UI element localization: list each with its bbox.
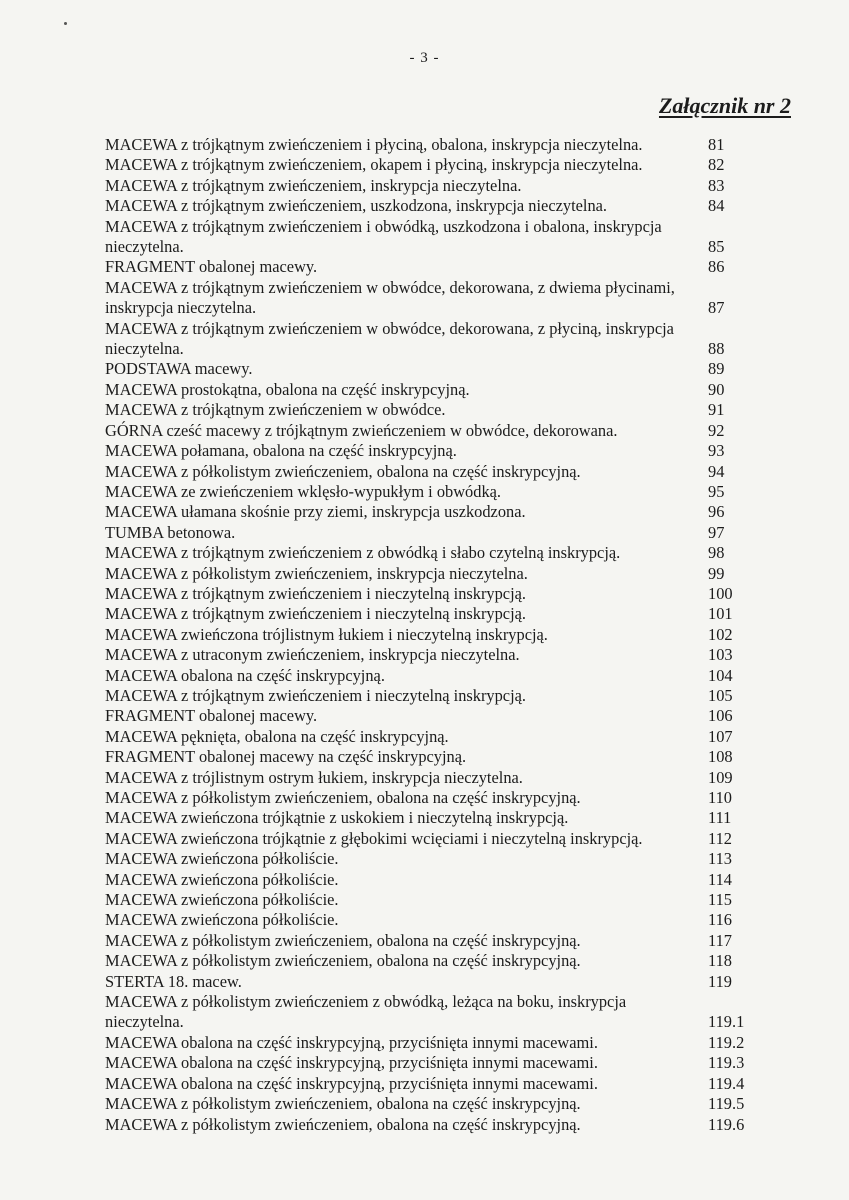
- entry-description: MACEWA z utraconym zwieńczeniem, inskrypcja nieczytelna.: [105, 645, 520, 665]
- inventory-entry: [105, 584, 755, 604]
- inventory-entry: [105, 829, 755, 849]
- inventory-entry: [105, 625, 755, 645]
- inventory-entry: [105, 645, 755, 665]
- entry-number: 106: [708, 706, 733, 726]
- inventory-entry: [105, 870, 755, 890]
- inventory-entry: [105, 666, 755, 686]
- inventory-entry: [105, 788, 755, 808]
- entry-number: 99: [708, 563, 725, 583]
- inventory-entry: [105, 564, 755, 584]
- entry-number: 81: [708, 135, 725, 154]
- entry-description: MACEWA z półkolistym zwieńczeniem, obalona na część inskrypcyjną.: [105, 461, 581, 481]
- entry-description: MACEWA ze zwieńczeniem wklęsło-wypukłym i obwódką.: [105, 481, 502, 501]
- inventory-entry: [105, 462, 755, 482]
- entry-description: PODSTAWA macewy.: [105, 359, 253, 379]
- entry-description: MACEWA z półkolistym zwieńczeniem, obalona na część inskrypcyjną.: [105, 1114, 581, 1134]
- entry-number: 119.1: [708, 1012, 745, 1032]
- inventory-entry: [105, 849, 755, 869]
- entry-description: FRAGMENT obalonej macewy na część inskrypcyjną.: [105, 747, 467, 767]
- inventory-entry: [105, 808, 755, 828]
- entry-number: 119.5: [708, 1094, 745, 1114]
- inventory-entry: [105, 359, 755, 379]
- inventory-entry: [105, 992, 755, 1033]
- entry-description: MACEWA z trójkątnym zwieńczeniem i płyciną, obalona, inskrypcja nieczytelna.: [105, 135, 643, 154]
- entry-description: MACEWA zwieńczona półkoliście.: [105, 910, 339, 930]
- inventory-entry: [105, 1074, 755, 1094]
- entry-description: MACEWA z trójkątnym zwieńczeniem w obwódce.: [105, 400, 446, 420]
- inventory-entry: [105, 196, 755, 216]
- inventory-entry: [105, 972, 755, 992]
- inventory-entry: [105, 890, 755, 910]
- inventory-entry: [105, 1053, 755, 1073]
- entry-description: MACEWA obalona na część inskrypcyjną, przyciśnięta innymi macewami.: [105, 1073, 598, 1093]
- entry-description: MACEWA z półkolistym zwieńczeniem z obwódką, leżąca na boku, inskrypcja nieczytelna.: [105, 992, 627, 1032]
- entry-number: 93: [708, 441, 725, 461]
- entry-description: MACEWA zwieńczona trójkątnie z głębokimi wcięciami i nieczytelną inskrypcją.: [105, 828, 643, 848]
- inventory-entry: [105, 380, 755, 400]
- entry-description: MACEWA z półkolistym zwieńczeniem, obalona na część inskrypcyjną.: [105, 951, 581, 971]
- inventory-entry: [105, 910, 755, 930]
- entry-description: FRAGMENT obalonej macewy.: [105, 706, 318, 726]
- inventory-entry: [105, 176, 755, 196]
- entry-number: 119.2: [708, 1032, 745, 1052]
- scan-speck: [64, 22, 67, 25]
- annex-title: Załącznik nr 2: [658, 93, 791, 118]
- entry-description: MACEWA z trójkątnym zwieńczeniem, okapem i płyciną, inskrypcja nieczytelna.: [105, 155, 643, 175]
- entry-number: 96: [708, 502, 725, 522]
- entry-number: 85: [708, 237, 725, 257]
- monument-inventory-list: [105, 135, 755, 1135]
- entry-number: 119.4: [708, 1073, 745, 1093]
- inventory-entry: [105, 604, 755, 624]
- entry-description: MACEWA zwieńczona półkoliście.: [105, 869, 339, 889]
- inventory-entry: [105, 155, 755, 175]
- entry-description: MACEWA z trójkątnym zwieńczeniem w obwódce, dekorowana, z dwiema płycinami, inskrypcja nieczytelna.: [105, 277, 675, 318]
- entry-description: MACEWA obalona na część inskrypcyjną.: [105, 665, 385, 685]
- inventory-entry: [105, 441, 755, 461]
- inventory-entry: [105, 400, 755, 420]
- entry-number: 116: [708, 910, 732, 930]
- entry-description: MACEWA połamana, obalona na część inskrypcyjną.: [105, 441, 457, 461]
- inventory-entry: [105, 951, 755, 971]
- inventory-entry: [105, 421, 755, 441]
- entry-description: MACEWA z trójkątnym zwieńczeniem, uszkodzona, inskrypcja nieczytelna.: [105, 196, 608, 216]
- inventory-entry: [105, 931, 755, 951]
- entry-description: MACEWA z trójkątnym zwieńczeniem, inskrypcja nieczytelna.: [105, 175, 522, 195]
- entry-description: MACEWA z półkolistym zwieńczeniem, obalona na część inskrypcyjną.: [105, 788, 581, 807]
- entry-number: 118: [708, 951, 732, 971]
- inventory-entry: [105, 135, 755, 155]
- entry-number: 84: [708, 196, 725, 216]
- entry-number: 104: [708, 665, 733, 685]
- entry-number: 108: [708, 747, 733, 767]
- entry-description: MACEWA z trójkątnym zwieńczeniem i nieczytelną inskrypcją.: [105, 604, 527, 624]
- entry-number: 97: [708, 522, 725, 542]
- inventory-entry: [105, 217, 755, 258]
- entry-description: MACEWA z półkolistym zwieńczeniem, obalona na część inskrypcyjną.: [105, 1094, 581, 1114]
- entry-description: MACEWA z trójkątnym zwieńczeniem z obwódką i słabo czytelną inskrypcją.: [105, 543, 621, 563]
- entry-number: 86: [708, 257, 725, 277]
- entry-number: 111: [708, 808, 732, 828]
- inventory-entry: [105, 747, 755, 767]
- inventory-entry: [105, 727, 755, 747]
- entry-number: 90: [708, 379, 725, 399]
- entry-description: MACEWA zwieńczona trójlistnym łukiem i nieczytelną inskrypcją.: [105, 624, 548, 644]
- entry-number: 92: [708, 420, 725, 440]
- entry-description: MACEWA ułamana skośnie przy ziemi, inskrypcja uszkodzona.: [105, 502, 526, 522]
- entry-description: MACEWA z trójkątnym zwieńczeniem i nieczytelną inskrypcją.: [105, 685, 527, 705]
- entry-description: MACEWA z trójlistnym ostrym łukiem, inskrypcja nieczytelna.: [105, 767, 523, 787]
- entry-description: STERTA 18. macew.: [105, 971, 242, 991]
- inventory-entry: [105, 1094, 755, 1114]
- entry-description: MACEWA prostokątna, obalona na część inskrypcyjną.: [105, 379, 470, 399]
- inventory-entry: [105, 543, 755, 563]
- entry-description: MACEWA obalona na część inskrypcyjną, przyciśnięta innymi macewami.: [105, 1032, 598, 1052]
- inventory-entry: [105, 523, 755, 543]
- entry-description: MACEWA obalona na część inskrypcyjną, przyciśnięta innymi macewami.: [105, 1053, 598, 1073]
- inventory-entry: [105, 1033, 755, 1053]
- entry-description: FRAGMENT obalonej macewy.: [105, 257, 318, 277]
- inventory-entry: [105, 686, 755, 706]
- entry-number: 95: [708, 481, 725, 501]
- inventory-entry: [105, 278, 755, 319]
- inventory-entry: [105, 768, 755, 788]
- entry-number: 94: [708, 461, 725, 481]
- entry-description: MACEWA z trójkątnym zwieńczeniem i nieczytelną inskrypcją.: [105, 583, 527, 603]
- entry-number: 117: [708, 930, 732, 950]
- entry-number: 103: [708, 645, 733, 665]
- inventory-entry: [105, 502, 755, 522]
- entry-number: 113: [708, 849, 732, 869]
- entry-description: MACEWA z trójkątnym zwieńczeniem i obwódką, uszkodzona i obalona, inskrypcja nieczytelna.: [105, 216, 662, 257]
- entry-number: 119.3: [708, 1053, 745, 1073]
- entry-number: 89: [708, 359, 725, 379]
- entry-description: MACEWA pęknięta, obalona na część inskrypcyjną.: [105, 726, 449, 746]
- entry-number: 98: [708, 543, 725, 563]
- entry-number: 105: [708, 685, 733, 705]
- page-number: - 3 -: [409, 50, 440, 66]
- inventory-entry: [105, 319, 755, 360]
- entry-number: 100: [708, 583, 733, 603]
- entry-number: 109: [708, 767, 733, 787]
- entry-number: 91: [708, 400, 725, 420]
- entry-description: TUMBA betonowa.: [105, 522, 236, 542]
- entry-description: MACEWA zwieńczona półkoliście.: [105, 849, 339, 869]
- entry-number: 112: [708, 828, 732, 848]
- inventory-entry: [105, 1115, 755, 1135]
- entry-description: MACEWA z półkolistym zwieńczeniem, obalona na część inskrypcyjną.: [105, 930, 581, 950]
- entry-number: 119.6: [708, 1114, 745, 1134]
- inventory-entry: [105, 706, 755, 726]
- entry-number: 107: [708, 726, 733, 746]
- entry-number: 102: [708, 624, 733, 644]
- entry-number: 101: [708, 604, 733, 624]
- entry-number: 88: [708, 339, 725, 359]
- entry-number: 110: [708, 788, 732, 807]
- inventory-entry: [105, 257, 755, 277]
- entry-number: 114: [708, 869, 732, 889]
- inventory-entry: [105, 482, 755, 502]
- entry-description: MACEWA z trójkątnym zwieńczeniem w obwódce, dekorowana, z płyciną, inskrypcja nieczytelna.: [105, 318, 674, 359]
- entry-number: 83: [708, 175, 725, 195]
- entry-description: GÓRNA cześć macewy z trójkątnym zwieńczeniem w obwódce, dekorowana.: [105, 420, 618, 440]
- entry-description: MACEWA z półkolistym zwieńczeniem, inskrypcja nieczytelna.: [105, 563, 528, 583]
- entry-number: 87: [708, 298, 725, 318]
- entry-description: MACEWA zwieńczona trójkątnie z uskokiem i nieczytelną inskrypcją.: [105, 808, 569, 828]
- entry-description: MACEWA zwieńczona półkoliście.: [105, 890, 339, 910]
- entry-number: 119: [708, 971, 732, 991]
- entry-number: 82: [708, 155, 725, 175]
- entry-number: 115: [708, 890, 732, 910]
